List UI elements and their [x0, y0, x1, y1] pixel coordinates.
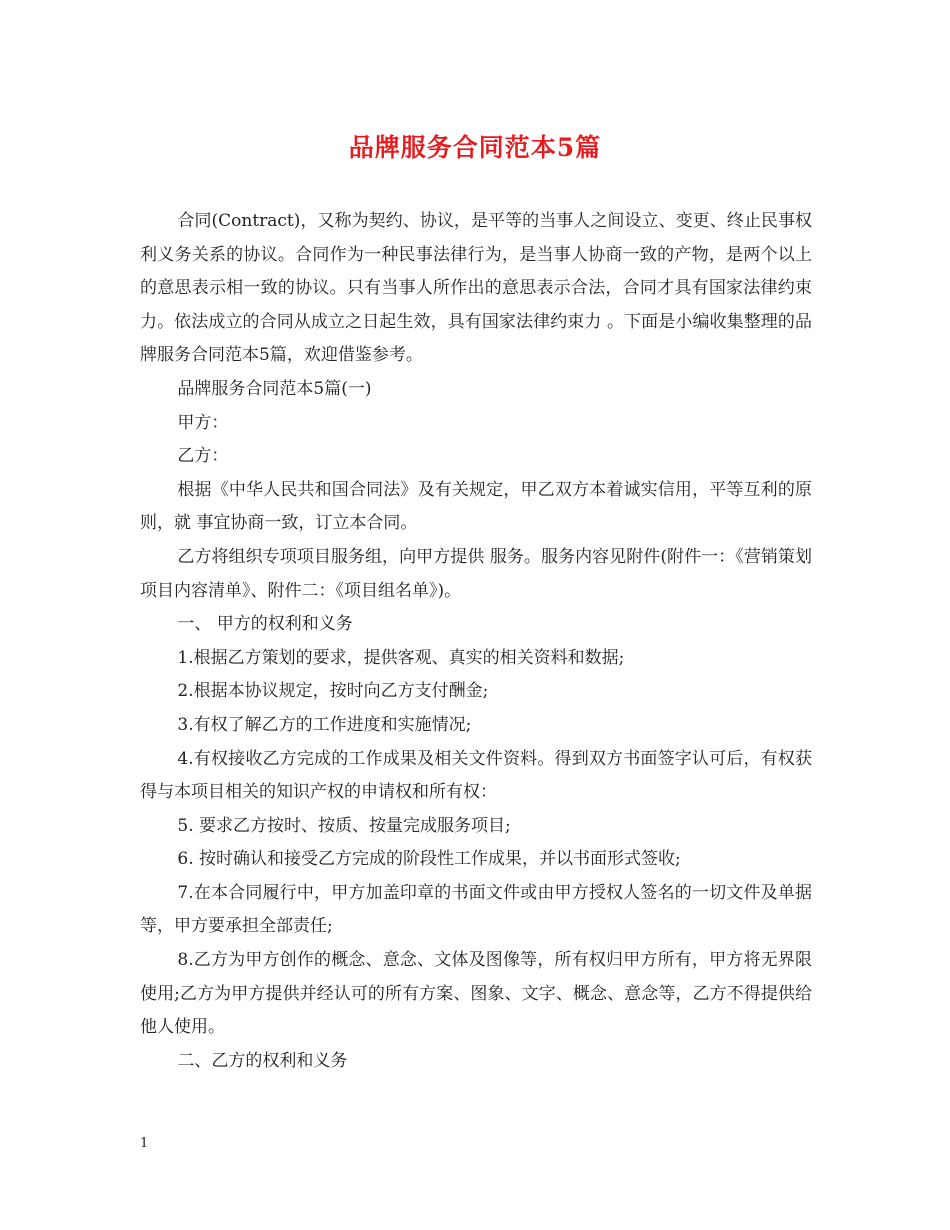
service-paragraph: 乙方将组织专项项目服务组，向甲方提供 服务。服务内容见附件(附件一：《营销策划项目内容清单》、附件二：《项目组名单》)。 — [140, 546, 812, 601]
clause-item: 4.有权接收乙方完成的工作成果及相关文件资料。得到双方书面签字认可后，有权获得与本项目相关的知识产权的申请权和所有权： — [140, 748, 812, 803]
clause-item: 1.根据乙方策划的要求，提供客观、真实的相关资料和数据; — [177, 647, 625, 668]
party-b-line: 乙方： — [177, 446, 229, 467]
clause-item: 3.有权了解乙方的工作进度和实施情况; — [177, 714, 472, 735]
clause-heading: 一、 甲方的权利和义务 — [177, 614, 353, 635]
clause-item: 5. 要求乙方按时、按质、按量完成服务项目; — [177, 815, 511, 836]
clause-item: 2.根据本协议规定，按时向乙方支付酬金; — [177, 681, 489, 702]
clause-heading: 二、乙方的权利和义务 — [177, 1050, 348, 1071]
document-title: 品牌服务合同范本5篇 — [348, 133, 602, 162]
party-a-line: 甲方： — [177, 412, 229, 433]
document-body — [140, 205, 812, 1078]
clause-item: 6. 按时确认和接受乙方完成的阶段性工作成果，并以书面形式签收; — [177, 849, 681, 870]
clause-item: 7.在本合同履行中，甲方加盖印章的书面文件或由甲方授权人签名的一切文件及单据等，甲方要承担全部责任; — [140, 882, 812, 937]
section-heading: 品牌服务合同范本5篇(一) — [177, 378, 372, 399]
clause-item: 8.乙方为甲方创作的概念、意念、文体及图像等，所有权归甲方所有，甲方将无界限使用;乙方为甲方提供并经认可的所有方案、图象、文字、概念、意念等，乙方不得提供给他人使用。 — [140, 950, 812, 1038]
intro-paragraph: 合同(Contract)，又称为契约、协议，是平等的当事人之间设立、变更、终止民事权利义务关系的协议。合同作为一种民事法律行为，是当事人协商一致的产物，是两个以上的意思表示相一致的协议。只有当事人所作出的意思表示合法，合同才具有国家法律约束力。依法成立的合同从成立之日起生效，具有国家法律约束力 。下面是小编收集整理的品牌服务合同范本5篇，欢迎借鉴参考。 — [140, 211, 812, 366]
page-number: 1 — [140, 1136, 149, 1151]
basis-paragraph: 根据《中华人民共和国合同法》及有关规定，甲乙双方本着诚实信用，平等互利的原则，就 事宜协商一致，订立本合同。 — [140, 479, 812, 534]
